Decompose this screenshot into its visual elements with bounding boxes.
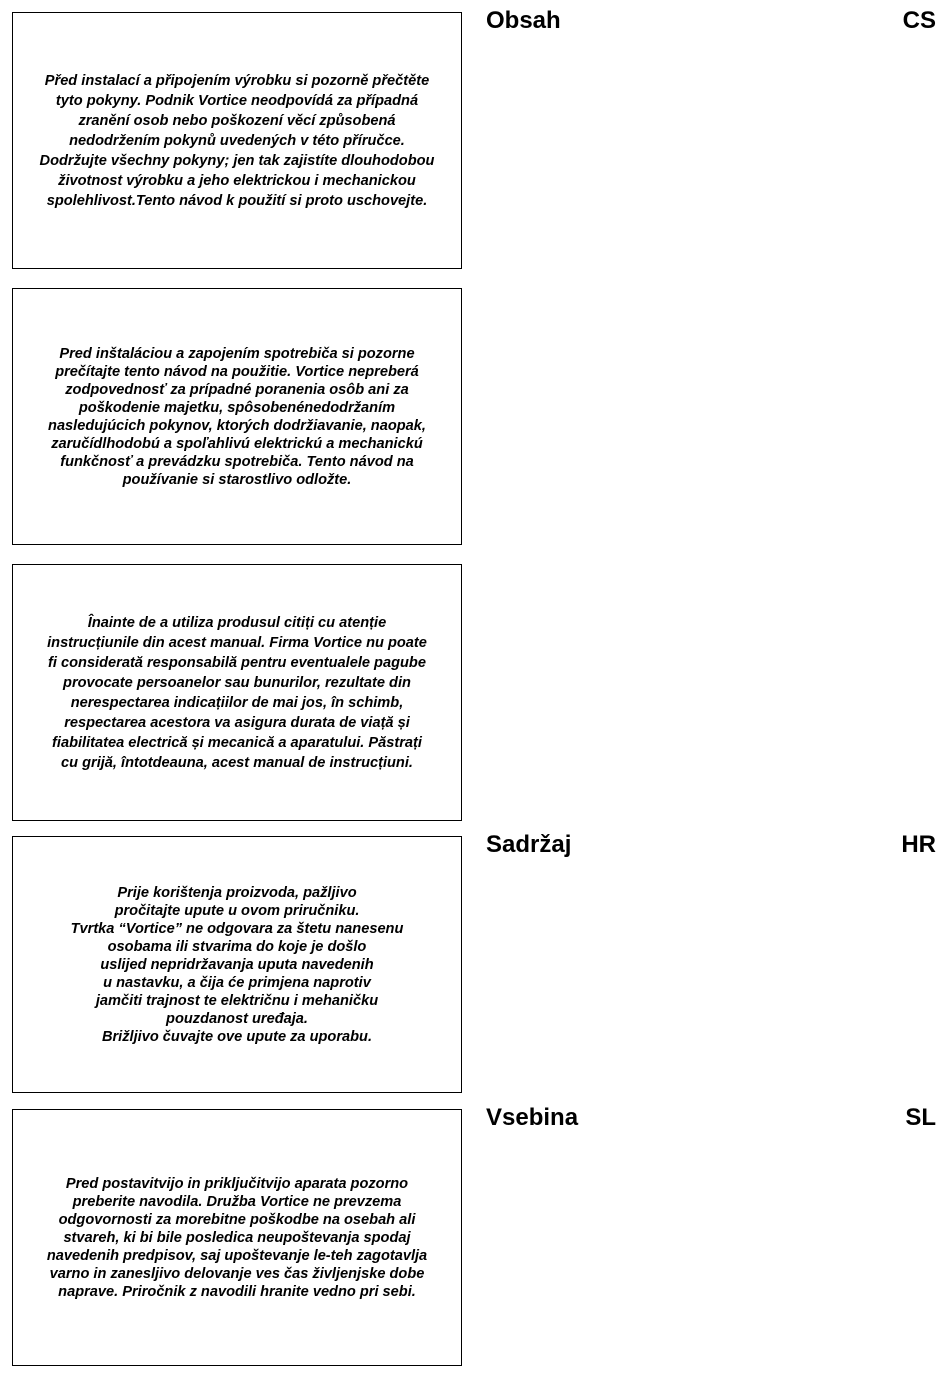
notice-text-hr: Prije korištenja proizvoda, pažljivo pročitajte upute u ovom priručniku. Tvrtka “Vortice” ne odgovara za štetu nanesenu osobama ili stvarima do koje je došlo uslijed nepridržavanja uputa navedenih u nastavku, a čija će primjena naprotiv jamčiti trajnost te električnu i mehaničku pouzdanost uređaja. Brižljivo čuvajte ove upute za uporabu. bbox=[70, 884, 404, 1045]
notice-text-sl: Pred postavitvijo in priključitvijo aparata pozorno preberite navodila. Družba Vortice ne prevzema odgovornosti za morebitne poškodbe na osebah ali stvareh, ki bi bile posledica neupoštevanja spodaj navedenih predpisov, saj upoštevanje le-teh zagotavlja varno in zanesljivo delovanje ves čas življenjske dobe naprave. Priročnik z navodili hranite vedno pri sebi. bbox=[46, 1175, 428, 1300]
notice-text-ro: Înainte de a utiliza produsul citiți cu atenție instrucțiunile din acest manual. Firma Vortice nu poate fi considerată responsabilă pentru eventualele pagube provocate persoanelor sau bunurilor, rezultate din nerespectarea indicațiilor de mai jos, în schimb, respectarea acestora va asigura durata de viață și fiabilitatea electrică și mecanică a aparatului. Păstrați cu grijă, întotdeauna, acest manual de instrucțiuni. bbox=[47, 614, 427, 771]
language-code-hr: HR bbox=[901, 831, 936, 858]
section-title-cs: Obsah bbox=[486, 7, 561, 34]
language-code-sl: SL bbox=[905, 1104, 936, 1131]
notice-text-cs: Před instalací a připojením výrobku si pozorně přečtěte tyto pokyny. Podnik Vortice neodpovídá za případná zranění osob nebo poškození věcí způsobená nedodržením pokynů uvedených v této příručce. Dodržujte všechny pokyny; jen tak zajistíte dlouhodobou životnost výrobku a jeho elektrickou i mechanickou spolehlivost.Tento návod k použití si proto uschovejte. bbox=[39, 72, 435, 209]
section-title-sl: Vsebina bbox=[486, 1104, 579, 1131]
language-code-cs: CS bbox=[902, 7, 936, 34]
notice-box-sk bbox=[12, 288, 462, 545]
notice-box-cs bbox=[12, 12, 462, 269]
notice-text-sk: Pred inštaláciou a zapojením spotrebiča si pozorne prečítajte tento návod na použitie. Vortice nepreberá zodpovednosť za prípadné poranenia osôb ani za poškodenie majetku, spôsobenénedodržaním nasledujúcich pokynov, ktorých dodržiavanie, naopak, zaručídlhodobú a spoľahlivú elektrickú a mechanickú funkčnosť a prevádzku spotrebiča. Tento návod na používanie si starostlivo odložte. bbox=[48, 345, 426, 488]
notice-box-hr bbox=[12, 836, 462, 1093]
notice-box-sl bbox=[12, 1109, 462, 1366]
section-title-hr: Sadržaj bbox=[486, 831, 572, 858]
notice-box-ro bbox=[12, 564, 462, 821]
